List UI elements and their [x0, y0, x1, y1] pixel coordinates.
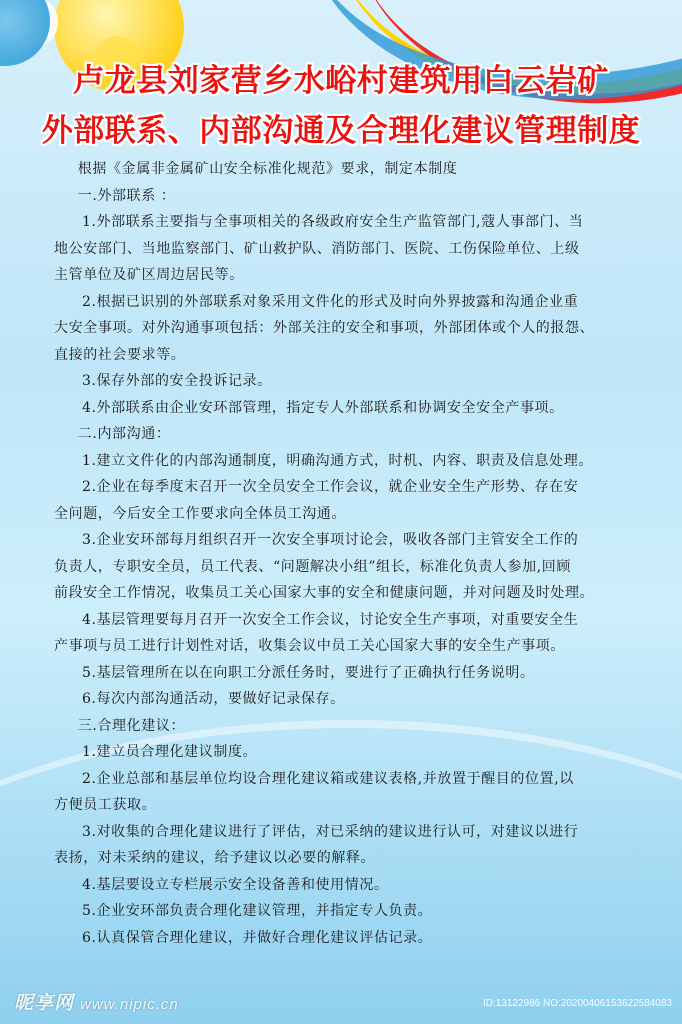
watermark-url: www.nipic.cn [80, 996, 179, 1013]
section-heading-suggestions: 三.合理化建议： [77, 717, 186, 734]
paragraph-line: 地公安部门、当地监察部门、矿山救护队、消防部门、医院、工伤保险单位、上级 [54, 240, 580, 257]
paragraph-line: 3.保存外部的安全投诉记录。 [82, 373, 272, 389]
paragraph-line: 产事项与员工进行计划性对话，收集会议中员工关心国家大事的安全生产事项。 [54, 638, 565, 654]
paragraph-line: 负责人，专职安全员，员工代表、“问题解决小组”组长，标准化负责人参加,回顾 [54, 558, 571, 575]
paragraph-line: 直接的社会要求等。 [54, 346, 186, 363]
title-line-1: 卢龙县刘家营乡水峪村建筑用白云岩矿 [73, 63, 609, 99]
paragraph-line: 1.外部联系主要指与全事项相关的各级政府安全生产监管部门,蔻人事部门、当 [82, 214, 584, 230]
paragraph-line: 3.对收集的合理化建议进行了评估，对已采纳的建议进行认可，对建议以进行 [82, 823, 579, 840]
paragraph-line: 表扬，对未采纳的建议，给予建议以必要的解释。 [54, 850, 376, 866]
paragraph-line: 大安全事项。对外沟通事项包括：外部关注的安全和事项，外部团体或个人的报怨、 [54, 320, 595, 336]
paragraph-line: 5.企业安环部负责合理化建议管理，并指定专人负责。 [82, 903, 433, 919]
watermark-logo [14, 988, 179, 1015]
paragraph-line: 6.每次内部沟通活动，要做好记录保存。 [82, 691, 345, 707]
paragraph-line: 4.基层管理要每月召开一次安全工作会议，讨论安全生产事项，对重要安全生 [82, 611, 579, 628]
paragraph-line: 方便员工获取。 [54, 797, 157, 813]
paragraph-line: 1.建立文件化的内部沟通制度，明确沟通方式，时机、内容、职责及信息处理。 [82, 452, 593, 469]
watermark-id: ID:13122986 NO:20200406153622584083 [482, 998, 672, 1009]
paragraph-line: 前段安全工作情况，收集员工关心国家大事的安全和健康问题，并对问题及时处理。 [54, 585, 595, 601]
title-line-2: 外部联系、内部沟通及合理化建议管理制度 [41, 113, 641, 149]
paragraph-line: 1.建立员合理化建议制度。 [82, 744, 258, 760]
paragraph-line: 主管单位及矿区周边居民等。 [54, 267, 244, 283]
paragraph-line: 2.根据已识别的外部联系对象采用文件化的形式及时向外界披露和沟通企业重 [82, 293, 579, 310]
paragraph-line: 3.企业安环部每月组织召开一次安全事项讨论会，吸收各部门主管安全工作的 [82, 532, 579, 548]
paragraph-line: 2.企业总部和基层单位均设合理化建议箱或建议表格,并放置于醒目的位置,以 [82, 770, 574, 787]
watermark-logo-text: 昵享网 [14, 993, 75, 1014]
paragraph-line: 2.企业在每季度末召开一次全员安全工作会议，就企业安全生产形势、存在安 [82, 479, 579, 495]
section-heading-internal: 二.内部沟通： [77, 426, 171, 442]
paragraph-line: 4.外部联系由企业安环部管理，指定专人外部联系和协调安全安全产事项。 [82, 399, 564, 416]
paragraph-line: 5.基层管理所在以在向职工分派任务时，要进行了正确执行任务说明。 [82, 664, 535, 681]
paragraph-line: 4.基层要设立专栏展示安全设备善和使用情况。 [82, 876, 389, 893]
section-heading-external: 一.外部联系 ： [77, 187, 176, 204]
paragraph-line: 全问题，今后安全工作要求向全体员工沟通。 [54, 505, 346, 522]
document-body [54, 156, 664, 951]
paragraph-line: 6.认真保管合理化建议，并做好合理化建议评估记录。 [82, 929, 433, 946]
watermark-footer [0, 988, 682, 1024]
intro-text: 根据《金属非金属矿山安全标准化规范》要求，制定本制度 [77, 161, 458, 177]
